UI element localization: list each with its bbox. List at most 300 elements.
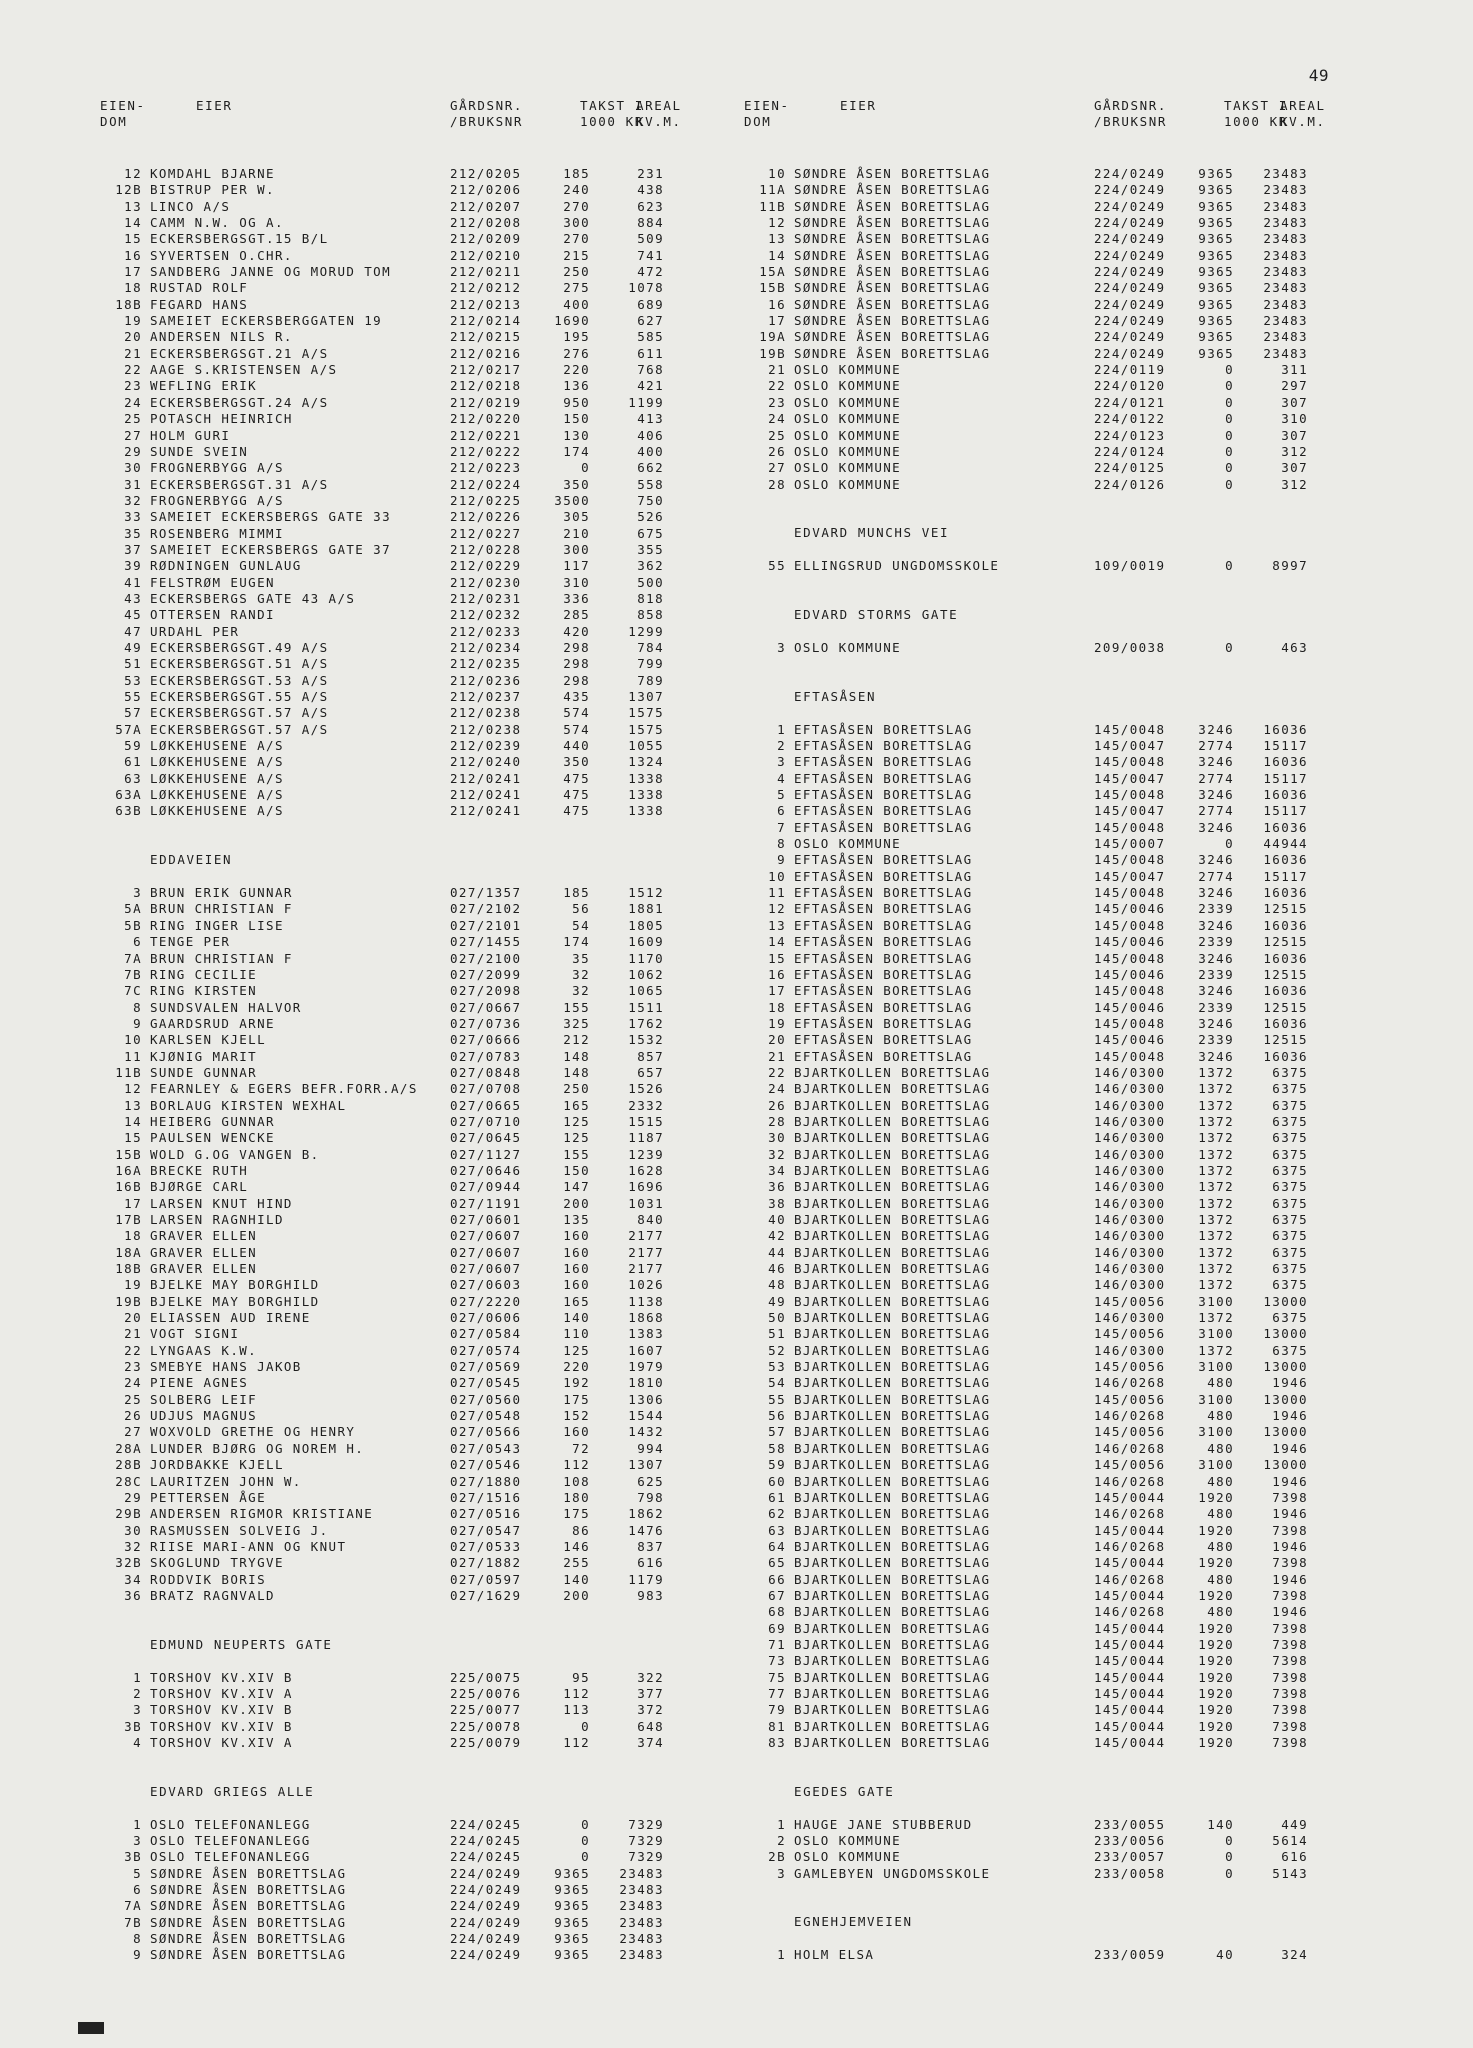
assessed-value: 3246: [1198, 852, 1234, 868]
property-row: [100, 1261, 700, 1277]
property-number: 66: [768, 1571, 786, 1587]
area-sqm: 12515: [1263, 999, 1308, 1015]
property-row: [100, 1081, 700, 1097]
area-sqm: 6375: [1272, 1162, 1308, 1178]
cadastral-number: 224/0249: [1094, 231, 1166, 247]
assessed-value: 574: [563, 721, 590, 737]
property-row: [100, 1424, 700, 1440]
assessed-value: 112: [563, 1457, 590, 1473]
owner-name: SØNDRE ÅSEN BORETTSLAG: [794, 182, 991, 198]
area-sqm: 7398: [1272, 1702, 1308, 1718]
property-number: 31: [124, 476, 142, 492]
property-number: 57A: [115, 721, 142, 737]
area-sqm: 1946: [1272, 1473, 1308, 1489]
property-number: 52: [768, 1342, 786, 1358]
assessed-value: 3246: [1198, 983, 1234, 999]
assessed-value: 1372: [1198, 1179, 1234, 1195]
cadastral-number: 145/0044: [1094, 1718, 1166, 1734]
property-number: 5A: [124, 901, 142, 917]
area-sqm: 23483: [1263, 313, 1308, 329]
property-number: 53: [768, 1359, 786, 1375]
property-number: 18: [768, 999, 786, 1015]
street-name: EGEDES GATE: [794, 1783, 895, 1799]
property-number: 18: [124, 1228, 142, 1244]
area-sqm: 6375: [1272, 1212, 1308, 1227]
owner-name: LØKKEHUSENE A/S: [150, 787, 284, 803]
property-number: 1: [777, 1947, 786, 1963]
property-number: 30: [124, 1522, 142, 1538]
cadastral-number: 145/0056: [1094, 1424, 1166, 1440]
assessed-value: 155: [563, 1146, 590, 1162]
property-number: 45: [124, 607, 142, 623]
assessed-value: 300: [563, 215, 590, 231]
assessed-value: 212: [563, 1032, 590, 1048]
property-number: 51: [124, 656, 142, 672]
owner-name: BJARTKOLLEN BORETTSLAG: [794, 1735, 991, 1750]
area-sqm: 1946: [1272, 1440, 1308, 1456]
area-sqm: 6375: [1272, 1146, 1308, 1162]
cadastral-number: 027/0645: [450, 1130, 522, 1146]
assessed-value: 56: [572, 901, 590, 917]
assessed-value: 276: [563, 345, 590, 361]
property-number: 3: [777, 1865, 786, 1881]
property-row: [744, 1228, 1344, 1244]
property-number: 3: [133, 885, 142, 901]
assessed-value: 160: [563, 1277, 590, 1293]
owner-name: RING INGER LISE: [150, 917, 284, 933]
property-row: [100, 1065, 700, 1081]
property-number: 21: [124, 1326, 142, 1342]
property-number: 37: [124, 541, 142, 557]
cadastral-number: 224/0249: [450, 1947, 522, 1963]
area-sqm: 1338: [628, 787, 664, 803]
header-no: EIEN- DOM: [100, 98, 146, 129]
cadastral-number: 027/2099: [450, 966, 522, 982]
area-sqm: 1762: [628, 1015, 664, 1031]
property-number: 24: [768, 411, 786, 427]
right-column: [744, 98, 1344, 1964]
area-sqm: 1338: [628, 770, 664, 786]
owner-name: BJARTKOLLEN BORETTSLAG: [794, 1408, 991, 1424]
property-number: 38: [768, 1195, 786, 1211]
cadastral-number: 027/1127: [450, 1146, 522, 1162]
area-sqm: 1338: [628, 803, 664, 819]
owner-name: SØNDRE ÅSEN BORETTSLAG: [150, 1865, 347, 1881]
spacer: [744, 1882, 1344, 1898]
cadastral-number: 027/0546: [450, 1457, 522, 1473]
assessed-value: 195: [563, 329, 590, 345]
cadastral-number: 224/0122: [1094, 411, 1166, 427]
cadastral-number: 027/1516: [450, 1489, 522, 1505]
property-row: [744, 1163, 1344, 1179]
cadastral-number: 233/0057: [1094, 1849, 1166, 1865]
property-row: [744, 411, 1344, 427]
area-sqm: 2177: [628, 1244, 664, 1260]
property-row: [100, 231, 700, 247]
property-number: 73: [768, 1653, 786, 1669]
area-sqm: 15117: [1263, 868, 1308, 884]
cadastral-number: 146/0300: [1094, 1162, 1166, 1178]
property-row: [100, 1375, 700, 1391]
cadastral-number: 027/0607: [450, 1261, 522, 1277]
cadastral-number: 145/0044: [1094, 1653, 1166, 1669]
cadastral-number: 027/0710: [450, 1113, 522, 1129]
assessed-value: 165: [563, 1293, 590, 1309]
property-number: 3B: [124, 1849, 142, 1865]
property-row: [100, 477, 700, 493]
spacer: [100, 1604, 700, 1620]
assessed-value: 1920: [1198, 1489, 1234, 1505]
property-number: 8: [133, 1931, 142, 1947]
cadastral-number: 212/0234: [450, 639, 522, 655]
property-number: 9: [777, 852, 786, 868]
area-sqm: 12515: [1263, 1032, 1308, 1048]
property-row: [744, 395, 1344, 411]
property-row: [744, 1474, 1344, 1490]
owner-name: HAUGE JANE STUBBERUD: [794, 1816, 973, 1832]
cadastral-number: 145/0048: [1094, 787, 1166, 803]
property-row: [100, 1441, 700, 1457]
property-row: [100, 967, 700, 983]
property-number: 18: [124, 280, 142, 296]
owner-name: EFTASÅSEN BORETTSLAG: [794, 819, 973, 835]
cadastral-number: 146/0300: [1094, 1179, 1166, 1195]
owner-name: SUNDE GUNNAR: [150, 1064, 258, 1080]
property-row: [100, 248, 700, 264]
area-sqm: 741: [637, 247, 664, 263]
area-sqm: 558: [637, 476, 664, 492]
property-row: [744, 1849, 1344, 1865]
cadastral-number: 145/0056: [1094, 1293, 1166, 1309]
area-sqm: 6375: [1272, 1244, 1308, 1260]
owner-name: SØNDRE ÅSEN BORETTSLAG: [794, 198, 991, 214]
assessed-value: 200: [563, 1195, 590, 1211]
owner-name: BJARTKOLLEN BORETTSLAG: [794, 1113, 991, 1129]
area-sqm: 23483: [619, 1882, 664, 1898]
area-sqm: 8997: [1272, 558, 1308, 574]
owner-name: GRAVER ELLEN: [150, 1244, 258, 1260]
property-row: [100, 346, 700, 362]
area-sqm: 6375: [1272, 1310, 1308, 1326]
property-number: 17: [768, 313, 786, 329]
assessed-value: 113: [563, 1702, 590, 1718]
cadastral-number: 212/0238: [450, 721, 522, 737]
area-sqm: 7398: [1272, 1718, 1308, 1734]
cadastral-number: 224/0249: [450, 1914, 522, 1930]
property-row: [100, 411, 700, 427]
area-sqm: 307: [1281, 394, 1308, 410]
property-number: 48: [768, 1277, 786, 1293]
property-number: 61: [768, 1489, 786, 1505]
owner-name: BJØRGE CARL: [150, 1179, 249, 1195]
property-row: [100, 526, 700, 542]
assessed-value: 1372: [1198, 1081, 1234, 1097]
cadastral-number: 027/0543: [450, 1440, 522, 1456]
assessed-value: 2774: [1198, 738, 1234, 754]
property-row: [744, 1294, 1344, 1310]
owner-name: OSLO TELEFONANLEGG: [150, 1816, 311, 1832]
owner-name: EFTASÅSEN BORETTSLAG: [794, 1015, 973, 1031]
owner-name: WOLD G.OG VANGEN B.: [150, 1146, 320, 1162]
property-number: 25: [768, 427, 786, 443]
owner-name: SØNDRE ÅSEN BORETTSLAG: [150, 1931, 347, 1947]
property-number: 24: [768, 1081, 786, 1097]
property-row: [744, 1441, 1344, 1457]
owner-name: SUNDE SVEIN: [150, 443, 249, 459]
property-number: 1: [777, 1816, 786, 1832]
header-owner: EIER: [196, 98, 233, 113]
property-number: 19B: [759, 345, 786, 361]
property-number: 25: [124, 1391, 142, 1407]
property-number: 65: [768, 1555, 786, 1571]
property-row: [100, 689, 700, 705]
area-sqm: 23483: [1263, 231, 1308, 247]
property-row: [100, 1196, 700, 1212]
spacer: [744, 575, 1344, 591]
cadastral-number: 225/0076: [450, 1685, 522, 1701]
property-row: [744, 1098, 1344, 1114]
assessed-value: 9365: [1198, 313, 1234, 329]
assessed-value: 0: [1225, 1833, 1234, 1849]
assessed-value: 275: [563, 280, 590, 296]
header-area: AREAL KV.M.: [1280, 98, 1326, 129]
area-sqm: 1946: [1272, 1604, 1308, 1620]
assessed-value: 0: [1225, 427, 1234, 443]
owner-name: GRAVER ELLEN: [150, 1228, 258, 1244]
spacer: [100, 1800, 700, 1816]
assessed-value: 1372: [1198, 1212, 1234, 1227]
area-sqm: 1138: [628, 1293, 664, 1309]
assessed-value: 9365: [1198, 182, 1234, 198]
cadastral-number: 212/0233: [450, 623, 522, 639]
owner-name: SØNDRE ÅSEN BORETTSLAG: [150, 1882, 347, 1898]
property-row: [100, 591, 700, 607]
property-row: [744, 1523, 1344, 1539]
assessed-value: 435: [563, 689, 590, 704]
assessed-value: 165: [563, 1097, 590, 1113]
property-row: [744, 1506, 1344, 1522]
cadastral-number: 145/0044: [1094, 1489, 1166, 1505]
property-row: [100, 509, 700, 525]
property-number: 77: [768, 1685, 786, 1701]
cadastral-number: 146/0268: [1094, 1375, 1166, 1391]
property-row: [744, 1277, 1344, 1293]
owner-name: EFTASÅSEN BORETTSLAG: [794, 787, 973, 803]
area-sqm: 840: [637, 1212, 664, 1227]
owner-name: BJARTKOLLEN BORETTSLAG: [794, 1391, 991, 1407]
area-sqm: 307: [1281, 427, 1308, 443]
owner-name: FROGNERBYGG A/S: [150, 492, 284, 508]
owner-name: ROSENBERG MIMMI: [150, 525, 284, 541]
owner-name: OSLO KOMMUNE: [794, 427, 902, 443]
property-row: [100, 1670, 700, 1686]
cadastral-number: 027/2102: [450, 901, 522, 917]
property-number: 49: [124, 639, 142, 655]
property-row: [744, 444, 1344, 460]
property-row: [744, 362, 1344, 378]
area-sqm: 1628: [628, 1162, 664, 1178]
property-number: 79: [768, 1702, 786, 1718]
property-number: 20: [768, 1032, 786, 1048]
property-number: 3: [777, 754, 786, 770]
area-sqm: 5143: [1272, 1865, 1308, 1881]
cadastral-number: 212/0241: [450, 787, 522, 803]
assessed-value: 9365: [1198, 231, 1234, 247]
property-row: [744, 983, 1344, 999]
property-row: [100, 901, 700, 917]
area-sqm: 16036: [1263, 950, 1308, 966]
area-sqm: 1515: [628, 1113, 664, 1129]
cadastral-number: 224/0125: [1094, 460, 1166, 476]
property-row: [100, 1179, 700, 1195]
owner-name: ECKERSBERGS GATE 43 A/S: [150, 590, 356, 606]
cadastral-number: 145/0046: [1094, 901, 1166, 917]
property-number: 14: [768, 934, 786, 950]
assessed-value: 285: [563, 607, 590, 623]
owner-name: EFTASÅSEN BORETTSLAG: [794, 934, 973, 950]
assessed-value: 9365: [554, 1882, 590, 1898]
property-row: [744, 1833, 1344, 1849]
owner-name: EFTASÅSEN BORETTSLAG: [794, 901, 973, 917]
property-row: [100, 918, 700, 934]
area-sqm: 377: [637, 1685, 664, 1701]
cadastral-number: 224/0249: [1094, 313, 1166, 329]
owner-name: LØKKEHUSENE A/S: [150, 738, 284, 754]
property-row: [100, 558, 700, 574]
property-number: 58: [768, 1440, 786, 1456]
owner-name: OSLO KOMMUNE: [794, 378, 902, 394]
cadastral-number: 212/0227: [450, 525, 522, 541]
area-sqm: 799: [637, 656, 664, 672]
cadastral-number: 212/0231: [450, 590, 522, 606]
cadastral-number: 145/0044: [1094, 1555, 1166, 1571]
owner-name: EFTASÅSEN BORETTSLAG: [794, 983, 973, 999]
property-row: [744, 558, 1344, 574]
property-number: 29B: [115, 1506, 142, 1522]
assessed-value: 112: [563, 1735, 590, 1750]
owner-name: GAMLEBYEN UNGDOMSSKOLE: [794, 1865, 991, 1881]
assessed-value: 2774: [1198, 803, 1234, 819]
assessed-value: 2774: [1198, 868, 1234, 884]
owner-name: BRECKE RUTH: [150, 1162, 249, 1178]
cadastral-number: 146/0300: [1094, 1244, 1166, 1260]
owner-name: TORSHOV KV.XIV A: [150, 1685, 293, 1701]
cadastral-number: 224/0249: [1094, 280, 1166, 296]
assessed-value: 152: [563, 1408, 590, 1424]
area-sqm: 625: [637, 1473, 664, 1489]
property-row: [100, 1898, 700, 1914]
property-number: 18B: [115, 1261, 142, 1277]
assessed-value: 305: [563, 509, 590, 525]
assessed-value: 475: [563, 787, 590, 803]
cadastral-number: 145/0056: [1094, 1457, 1166, 1473]
owner-name: BJARTKOLLEN BORETTSLAG: [794, 1440, 991, 1456]
area-sqm: 16036: [1263, 819, 1308, 835]
cadastral-number: 027/0607: [450, 1244, 522, 1260]
area-sqm: 16036: [1263, 721, 1308, 737]
area-sqm: 2332: [628, 1097, 664, 1113]
owner-name: OSLO KOMMUNE: [794, 639, 902, 655]
owner-name: POTASCH HEINRICH: [150, 411, 293, 427]
property-row: [744, 428, 1344, 444]
property-row: [744, 1604, 1344, 1620]
cadastral-number: 027/1357: [450, 885, 522, 901]
property-number: 17B: [115, 1212, 142, 1227]
area-sqm: 438: [637, 182, 664, 198]
owner-name: BRUN CHRISTIAN F: [150, 901, 293, 917]
property-number: 1: [777, 721, 786, 737]
cadastral-number: 027/0606: [450, 1310, 522, 1326]
assessed-value: 1372: [1198, 1146, 1234, 1162]
property-row: [744, 722, 1344, 738]
assessed-value: 155: [563, 999, 590, 1015]
street-name: EDVARD GRIEGS ALLE: [150, 1783, 315, 1799]
property-row: [744, 640, 1344, 656]
property-number: 62: [768, 1506, 786, 1522]
property-number: 6: [777, 803, 786, 819]
cadastral-number: 145/0047: [1094, 738, 1166, 754]
property-number: 56: [768, 1408, 786, 1424]
area-sqm: 1946: [1272, 1571, 1308, 1587]
area-sqm: 858: [637, 607, 664, 623]
assessed-value: 1920: [1198, 1685, 1234, 1701]
area-sqm: 406: [637, 427, 664, 443]
cadastral-number: 027/2101: [450, 917, 522, 933]
cadastral-number: 146/0300: [1094, 1064, 1166, 1080]
assessed-value: 0: [1225, 460, 1234, 476]
owner-name: RODDVIK BORIS: [150, 1571, 267, 1587]
area-sqm: 23483: [1263, 166, 1308, 181]
area-sqm: 23483: [1263, 264, 1308, 280]
cadastral-number: 027/0665: [450, 1097, 522, 1113]
property-row: [100, 1555, 700, 1571]
assessed-value: 160: [563, 1244, 590, 1260]
assessed-value: 1372: [1198, 1130, 1234, 1146]
assessed-value: 2339: [1198, 966, 1234, 982]
assessed-value: 175: [563, 1391, 590, 1407]
area-sqm: 627: [637, 313, 664, 329]
assessed-value: 3100: [1198, 1391, 1234, 1407]
owner-name: BJARTKOLLEN BORETTSLAG: [794, 1081, 991, 1097]
property-number: 2: [133, 1685, 142, 1701]
property-row: [744, 1686, 1344, 1702]
property-number: 49: [768, 1293, 786, 1309]
owner-name: LØKKEHUSENE A/S: [150, 770, 284, 786]
property-row: [100, 1163, 700, 1179]
property-row: [100, 1130, 700, 1146]
owner-name: SØNDRE ÅSEN BORETTSLAG: [794, 247, 991, 263]
assessed-value: 480: [1207, 1375, 1234, 1391]
property-row: [100, 738, 700, 754]
property-row: [744, 738, 1344, 754]
property-row: [744, 1866, 1344, 1882]
property-number: 81: [768, 1718, 786, 1734]
cadastral-number: 145/0046: [1094, 999, 1166, 1015]
property-row: [744, 1179, 1344, 1195]
cadastral-number: 145/0048: [1094, 1048, 1166, 1064]
property-row: [100, 673, 700, 689]
owner-name: OSLO KOMMUNE: [794, 1833, 902, 1849]
assessed-value: 0: [1225, 639, 1234, 655]
property-row: [100, 934, 700, 950]
property-number: 18A: [115, 1244, 142, 1260]
page-number: 49: [1308, 66, 1329, 85]
property-row: [744, 215, 1344, 231]
owner-name: BJARTKOLLEN BORETTSLAG: [794, 1718, 991, 1734]
cadastral-number: 027/0783: [450, 1048, 522, 1064]
assessed-value: 1372: [1198, 1261, 1234, 1277]
cadastral-number: 212/0241: [450, 803, 522, 819]
